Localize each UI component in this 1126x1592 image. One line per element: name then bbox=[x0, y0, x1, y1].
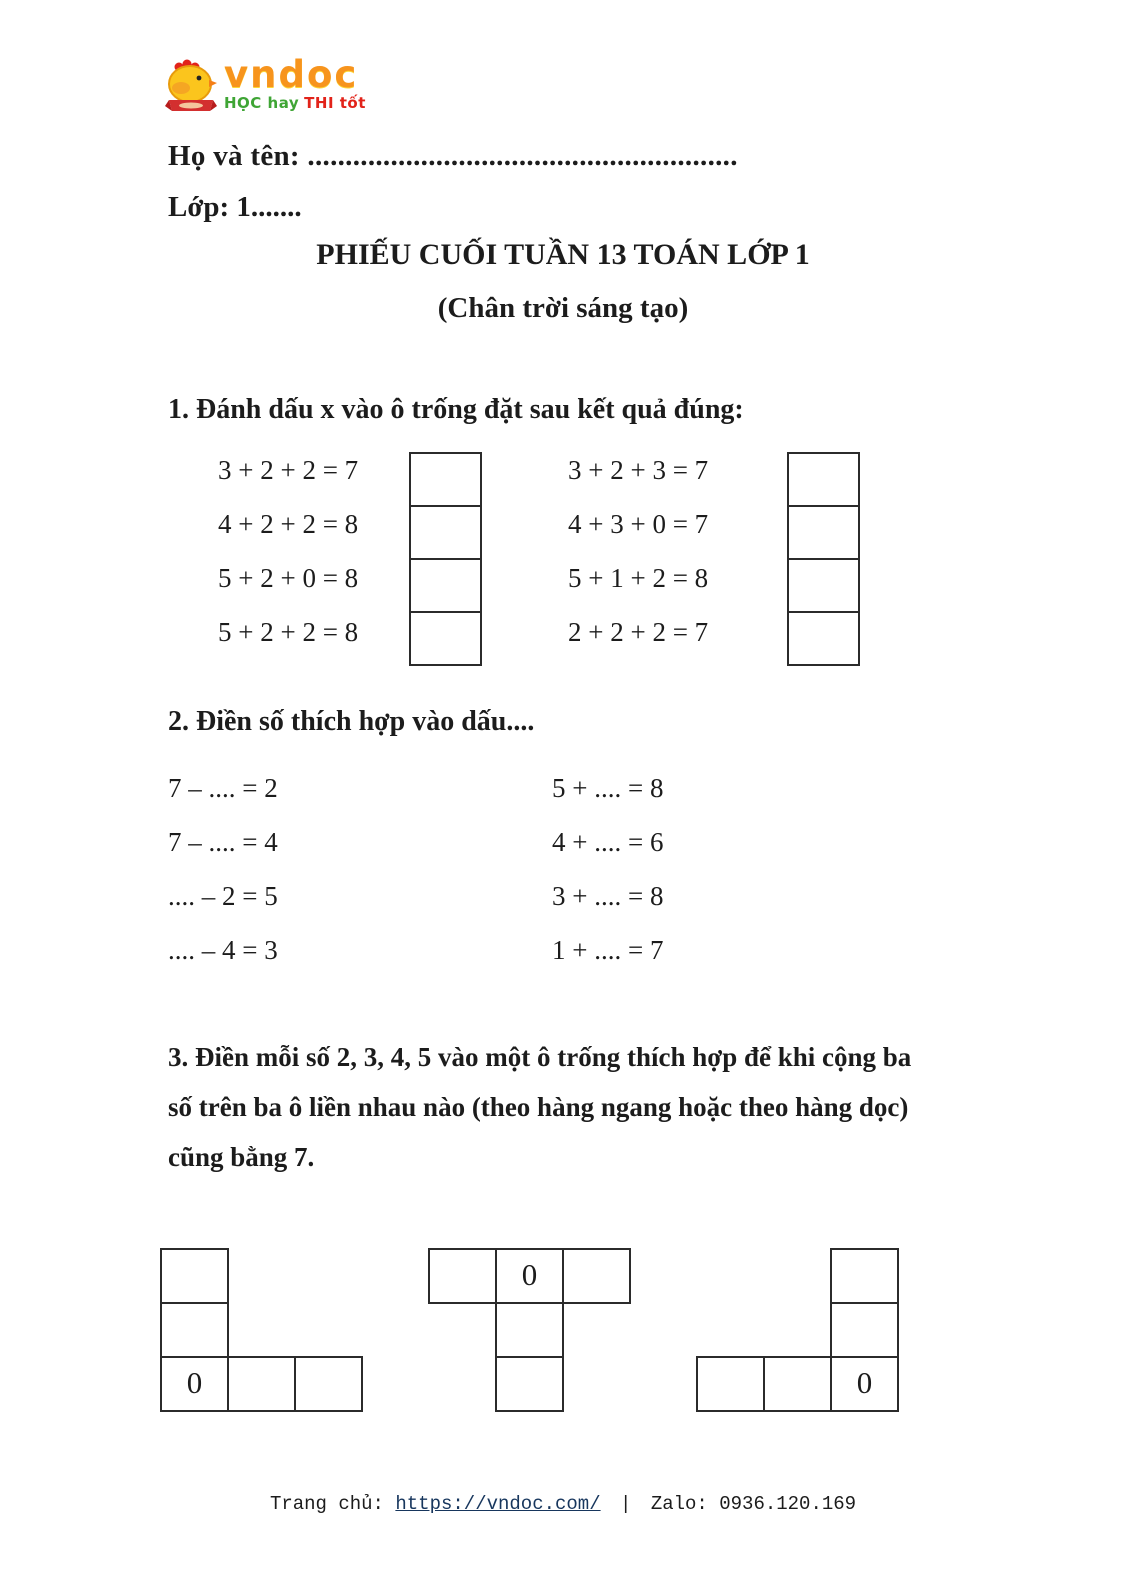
tagline-hoc-hay: HỌC hay bbox=[224, 94, 300, 112]
equation: 3 + .... = 8 bbox=[552, 881, 664, 911]
footer-home-label: Trang chủ: bbox=[269, 1493, 384, 1515]
puzzle-cell[interactable] bbox=[495, 1302, 564, 1358]
page-footer bbox=[0, 1493, 1126, 1515]
puzzle-cell[interactable] bbox=[227, 1356, 296, 1412]
answer-box[interactable] bbox=[409, 611, 482, 666]
equation: 4 + .... = 6 bbox=[552, 827, 664, 857]
equation: 5 + 2 + 0 = 8 bbox=[218, 563, 359, 593]
vndoc-logo-text bbox=[224, 53, 366, 112]
student-class-line: Lớp: 1....... bbox=[168, 191, 302, 223]
section2-right-equations bbox=[552, 761, 663, 977]
equation: 4 + 2 + 2 = 8 bbox=[218, 509, 359, 539]
section2-heading: 2. Điền số thích hợp vào dấu.... bbox=[168, 706, 535, 737]
equation: 2 + 2 + 2 = 7 bbox=[568, 617, 709, 647]
student-name-line: Họ và tên: ......................................................... bbox=[168, 140, 738, 172]
equation: 1 + .... = 7 bbox=[552, 935, 664, 965]
vndoc-tagline bbox=[224, 94, 366, 112]
footer-separator: | bbox=[620, 1493, 632, 1515]
puzzle-cell[interactable] bbox=[763, 1356, 832, 1412]
vndoc-mascot-chicken-icon bbox=[164, 58, 218, 116]
puzzle-cell[interactable] bbox=[294, 1356, 363, 1412]
footer-home-link[interactable]: https://vndoc.com/ bbox=[395, 1493, 601, 1515]
puzzle-cell[interactable] bbox=[830, 1302, 899, 1358]
section1-heading: 1. Đánh dấu x vào ô trống đặt sau kết quả đúng: bbox=[168, 394, 744, 425]
section1-left-answer-boxes bbox=[409, 452, 482, 666]
section3-line-3: cũng bằng 7. bbox=[168, 1142, 315, 1172]
answer-box[interactable] bbox=[787, 611, 860, 666]
worksheet-title: PHIẾU CUỐI TUẦN 13 TOÁN LỚP 1 bbox=[316, 238, 810, 271]
vndoc-logo bbox=[164, 53, 366, 116]
equation: 5 + .... = 8 bbox=[552, 773, 664, 803]
answer-box[interactable] bbox=[409, 558, 482, 613]
puzzle-cell-zero[interactable]: 0 bbox=[160, 1356, 229, 1412]
equation: 5 + 1 + 2 = 8 bbox=[568, 563, 709, 593]
answer-box[interactable] bbox=[787, 452, 860, 507]
equation: 3 + 2 + 2 = 7 bbox=[218, 455, 359, 485]
answer-box[interactable] bbox=[409, 452, 482, 507]
puzzle-cell[interactable] bbox=[160, 1248, 229, 1304]
section3-line-2: số trên ba ô liền nhau nào (theo hàng ngang hoặc theo hàng dọc) bbox=[168, 1092, 909, 1122]
equation: 3 + 2 + 3 = 7 bbox=[568, 455, 709, 485]
section1-right-answer-boxes bbox=[787, 452, 860, 666]
section1-left-equations bbox=[218, 443, 358, 659]
equation: .... – 2 = 5 bbox=[168, 881, 278, 911]
answer-box[interactable] bbox=[787, 558, 860, 613]
footer-zalo-label: Zalo: 0936.120.169 bbox=[650, 1493, 857, 1515]
answer-box[interactable] bbox=[409, 505, 482, 560]
vndoc-brand-wordmark: vndoc bbox=[224, 53, 359, 96]
equation: 7 – .... = 2 bbox=[168, 773, 278, 803]
section3-heading bbox=[168, 1032, 911, 1182]
puzzle-cell[interactable] bbox=[428, 1248, 497, 1304]
equation: 5 + 2 + 2 = 8 bbox=[218, 617, 359, 647]
puzzle-cell[interactable] bbox=[495, 1356, 564, 1412]
section1-right-equations bbox=[568, 443, 708, 659]
equation: 7 – .... = 4 bbox=[168, 827, 278, 857]
equation: 4 + 3 + 0 = 7 bbox=[568, 509, 709, 539]
puzzle-cell[interactable] bbox=[696, 1356, 765, 1412]
worksheet-subtitle: (Chân trời sáng tạo) bbox=[437, 292, 689, 324]
puzzle-cell[interactable] bbox=[562, 1248, 631, 1304]
section3-line-1: 3. Điền mỗi số 2, 3, 4, 5 vào một ô trống thích hợp để khi cộng ba bbox=[168, 1042, 912, 1072]
equation: .... – 4 = 3 bbox=[168, 935, 278, 965]
puzzle-cell[interactable] bbox=[160, 1302, 229, 1358]
puzzle-cell[interactable] bbox=[830, 1248, 899, 1304]
section2-left-equations bbox=[168, 761, 278, 977]
puzzle-cell-zero[interactable]: 0 bbox=[830, 1356, 899, 1412]
answer-box[interactable] bbox=[787, 505, 860, 560]
tagline-thi-tot: THI tốt bbox=[304, 94, 366, 112]
puzzle-cell-zero[interactable]: 0 bbox=[495, 1248, 564, 1304]
